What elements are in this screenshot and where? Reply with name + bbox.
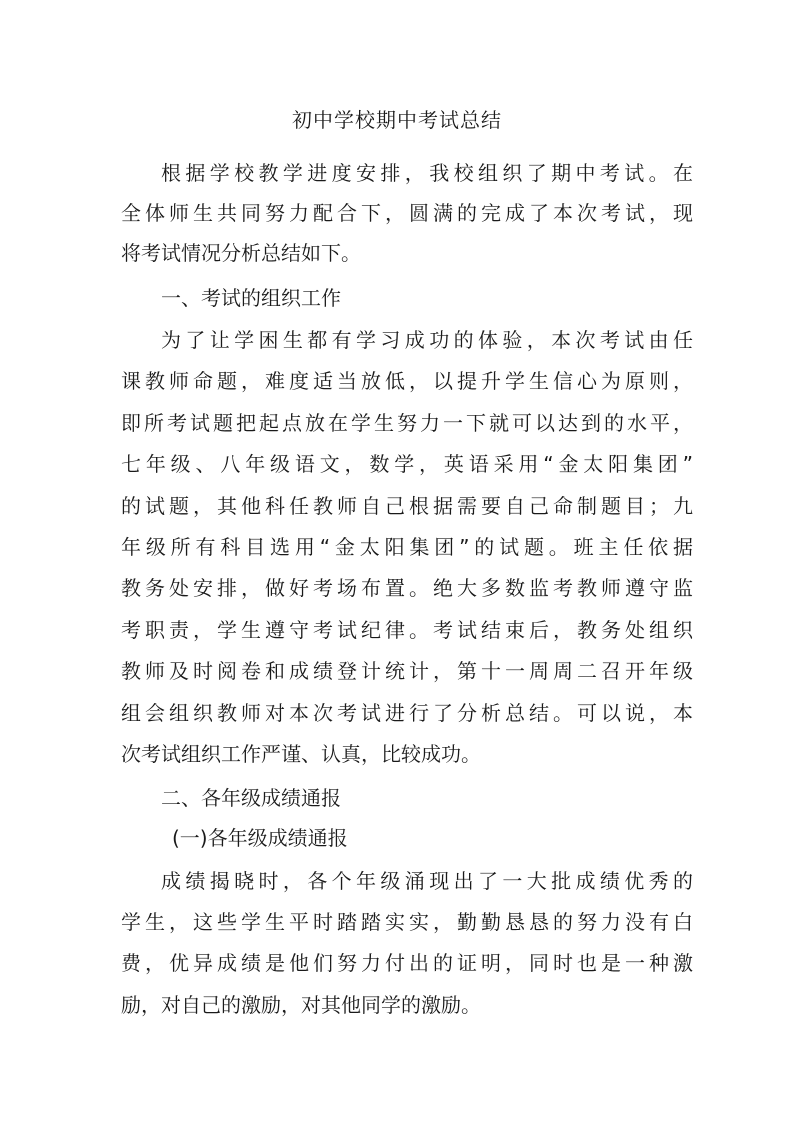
paragraph-line: 即所考试题把起点放在学生努力一下就可以达到的水平， bbox=[121, 411, 693, 435]
paragraph-line: 根据学校教学进度安排，我校组织了期中考试。在 bbox=[161, 161, 693, 185]
paragraph-line: 费，优异成绩是他们努力付出的证明，同时也是一种激 bbox=[121, 951, 693, 975]
paragraph-line: 考职责，学生遵守考试纪律。考试结束后，教务处组织 bbox=[121, 618, 693, 642]
subsection-heading: (一)各年级成绩通报 bbox=[172, 826, 348, 850]
paragraph-line: 全体师生共同努力配合下，圆满的完成了本次考试，现 bbox=[121, 201, 693, 225]
paragraph-line: 组会组织教师对本次考试进行了分析总结。可以说，本 bbox=[121, 701, 693, 725]
paragraph-line: 教务处安排，做好考场布置。绝大多数监考教师遵守监 bbox=[121, 576, 693, 600]
section-heading: 二、各年级成绩通报 bbox=[161, 786, 341, 810]
paragraph-line: 为了让学困生都有学习成功的体验，本次考试由任 bbox=[161, 328, 693, 352]
paragraph-line: 教师及时阅卷和成绩登计统计，第十一周周二召开年级 bbox=[121, 659, 693, 683]
paragraph-line: 课教师命题，难度适当放低，以提升学生信心为原则， bbox=[121, 369, 693, 393]
paragraph-line: 学生，这些学生平时踏踏实实，勤勤恳恳的努力没有白 bbox=[121, 910, 693, 934]
paragraph-line: 成绩揭晓时，各个年级涌现出了一大批成绩优秀的 bbox=[161, 869, 693, 893]
section-heading: 一、考试的组织工作 bbox=[161, 286, 341, 310]
document-title: 初中学校期中考试总结 bbox=[292, 108, 502, 132]
paragraph-line: 次考试组织工作严谨、认真，比较成功。 bbox=[121, 742, 481, 766]
paragraph-line: 将考试情况分析总结如下。 bbox=[121, 241, 361, 265]
paragraph-line: 的试题，其他科任教师自己根据需要自己命制题目；九 bbox=[121, 494, 693, 518]
paragraph-line: 励，对自己的激励，对其他同学的激励。 bbox=[121, 993, 481, 1017]
paragraph-line: 年级所有科目选用“金太阳集团”的试题。班主任依据 bbox=[121, 535, 693, 559]
paragraph-line: 七年级、八年级语文，数学，英语采用“金太阳集团” bbox=[121, 452, 693, 476]
